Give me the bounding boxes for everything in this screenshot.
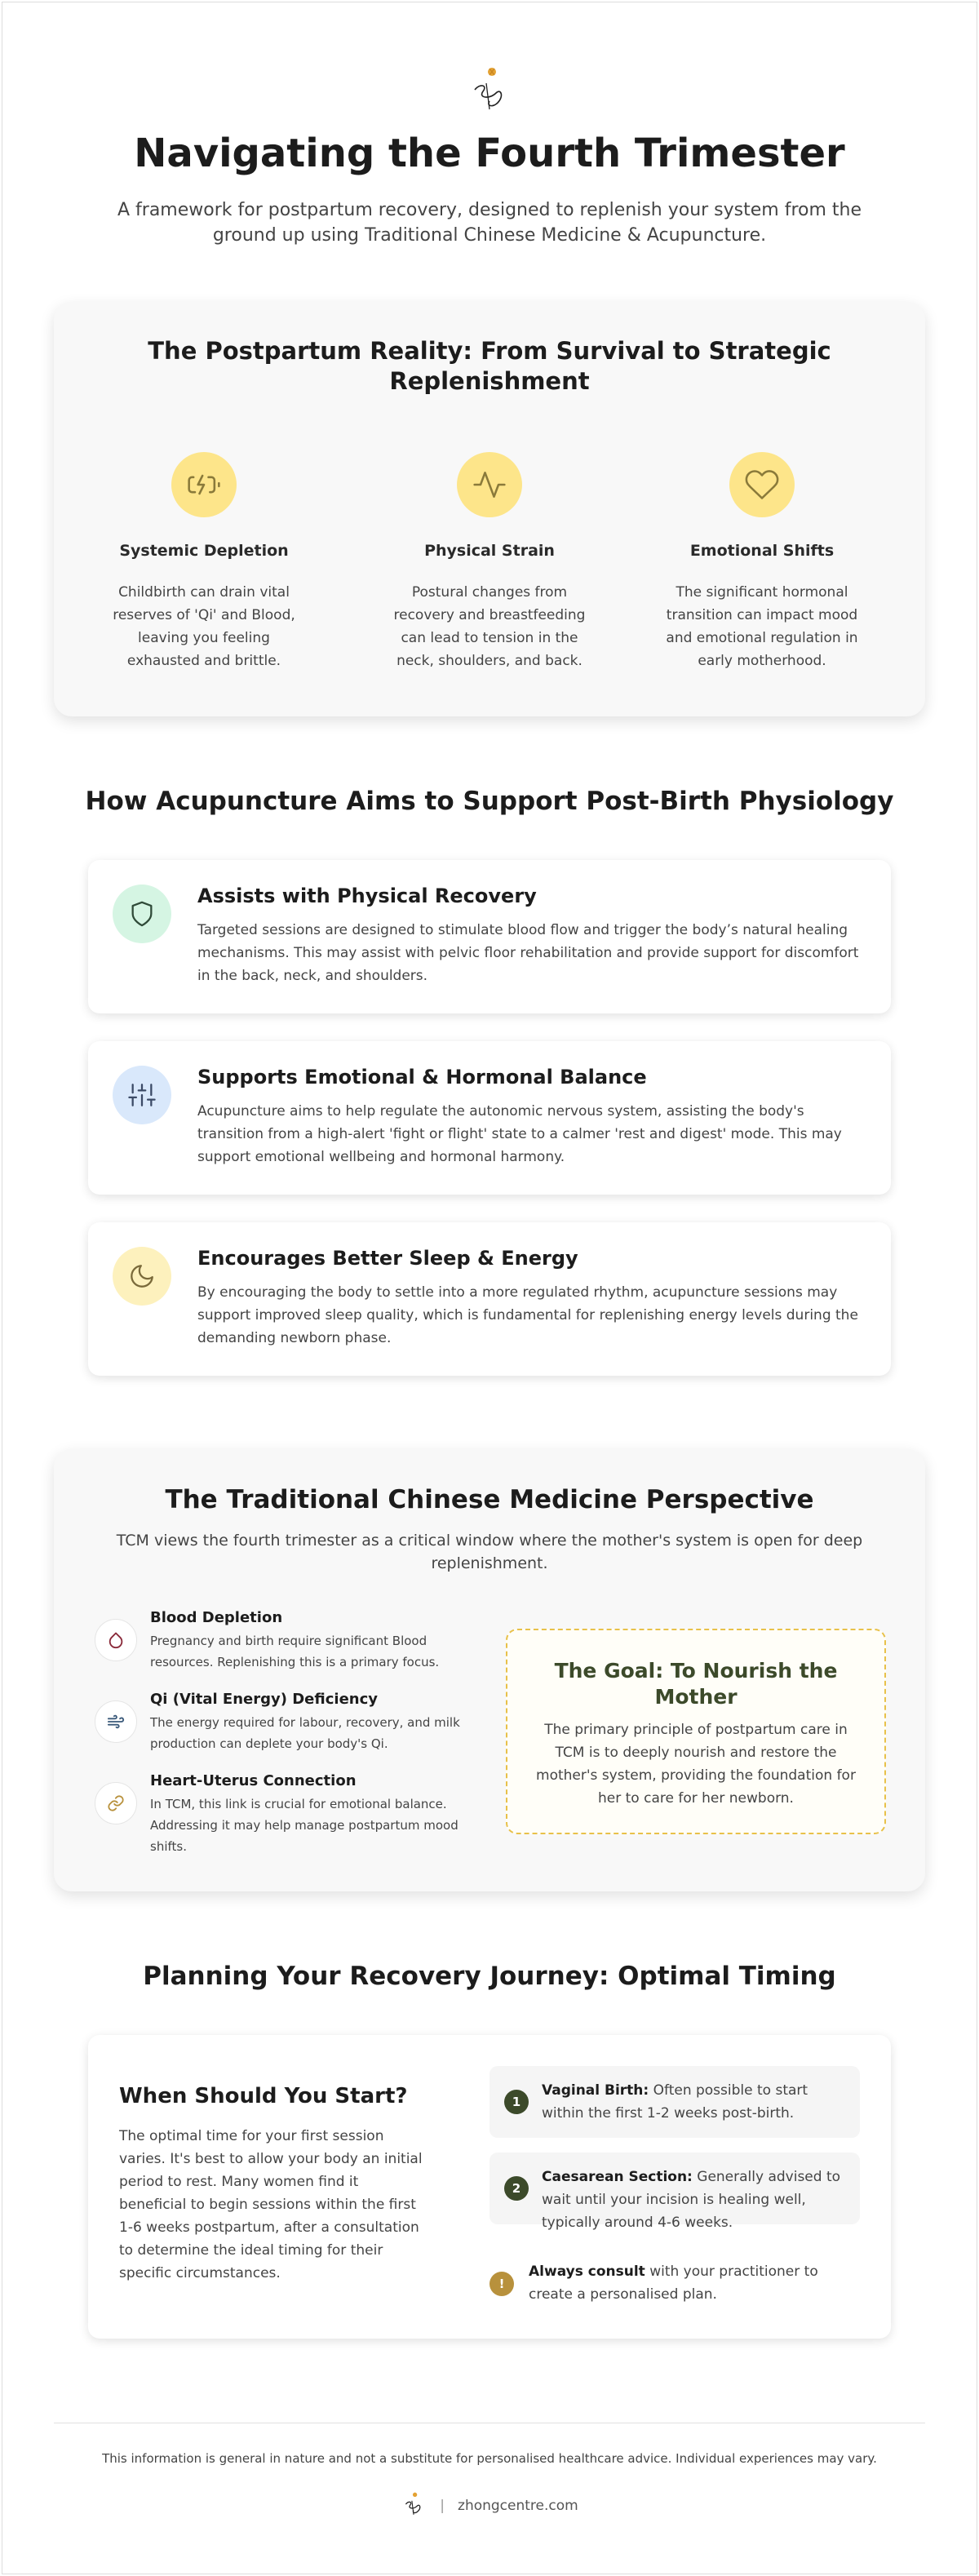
benefit-title: Assists with Physical Recovery <box>197 885 537 907</box>
benefit-physical-recovery <box>88 860 891 1013</box>
postpartum-reality-card <box>54 302 925 716</box>
step-number-badge: 1 <box>504 2090 529 2114</box>
pillar-title: Physical Strain <box>424 542 555 560</box>
note-text <box>529 2260 855 2306</box>
sliders-icon <box>113 1066 171 1124</box>
alert-icon: ! <box>490 2272 514 2296</box>
step-text <box>542 2166 852 2234</box>
pillar-systemic-depletion <box>82 452 326 672</box>
note-label: Always consult <box>529 2263 645 2280</box>
zhong-logo <box>465 64 514 113</box>
reality-title: The Postpartum Reality: From Survival to Strategic Replenishment <box>148 337 831 395</box>
benefit-body: Acupuncture aims to help regulate the autonomic nervous system, assisting the body's transition from a high-alert 'fight or flight' state to a calmer 'rest and digest' mode. This may support emotional wellbeing and hormonal harmony. <box>197 1103 842 1165</box>
pillar-body: Childbirth can drain vital reserves of 'Qi' and Blood, leaving you feeling exhausted and brittle. <box>113 584 295 669</box>
pillar-emotional-shifts <box>640 452 884 672</box>
step-caesarean-section <box>490 2153 860 2231</box>
benefit-sleep-energy <box>88 1222 891 1376</box>
page-title: Navigating the Fourth Trimester <box>134 131 845 176</box>
timing-body: The optimal time for your first session varies. It's best to allow your body an initial period to rest. Many women find it beneficial to begin sessions within the first 1-6 weeks postpartum, after a consultation to determine the ideal timing for their specific circumstances. <box>119 2128 423 2281</box>
battery-charging-icon <box>171 452 237 517</box>
footer-separator: | <box>440 2497 445 2514</box>
tcm-title: The Traditional Chinese Medicine Perspective <box>165 1485 814 1514</box>
pillar-physical-strain <box>367 452 612 672</box>
footer-logo <box>401 2490 427 2521</box>
droplet-icon <box>95 1619 137 1661</box>
timing-title: When Should You Start? <box>119 2084 408 2108</box>
acupuncture-section-title: How Acupuncture Aims to Support Post-Birth Physiology <box>85 787 894 816</box>
step-label: Caesarean Section: <box>542 2169 693 2185</box>
wind-icon <box>95 1700 137 1743</box>
tcm-goal-callout <box>506 1629 886 1834</box>
tcm-item-title: Heart-Uterus Connection <box>150 1772 357 1789</box>
tcm-item-body: In TCM, this link is crucial for emotional balance. Addressing it may help manage postpartum mood shifts. <box>150 1797 458 1854</box>
pillar-body: Postural changes from recovery and breastfeeding can lead to tension in the neck, shoulders, and back. <box>393 584 586 669</box>
note-description: with your practitioner to create a personalised plan. <box>529 2263 818 2303</box>
goal-body: The primary principle of postpartum care in TCM is to deeply nourish and restore the mother's system, providing the foundation for her to care for her newborn. <box>536 1722 856 1807</box>
footer-disclaimer: This information is general in nature and not a substitute for personalised healthcare advice. Individual experiences may vary. <box>102 2451 877 2466</box>
tcm-item-title: Qi (Vital Energy) Deficiency <box>150 1691 378 1708</box>
page-subtitle: A framework for postpartum recovery, designed to replenish your system from the ground up using Traditional Chinese Medicine & Acupuncture. <box>117 200 862 246</box>
benefit-emotional-balance <box>88 1041 891 1195</box>
activity-icon <box>457 452 522 517</box>
shield-icon <box>113 885 171 943</box>
heart-icon <box>729 452 795 517</box>
pillar-body: The significant hormonal transition can impact mood and emotional regulation in early motherhood. <box>666 584 858 669</box>
step-label: Vaginal Birth: <box>542 2082 649 2099</box>
step-text <box>542 2079 852 2125</box>
pillar-title: Emotional Shifts <box>689 542 835 560</box>
tcm-item-title: Blood Depletion <box>150 1609 283 1626</box>
step-description: Generally advised to wait until your incision is healing well, typically around 4-6 weeks. <box>542 2169 841 2231</box>
step-description: Often possible to start within the first 1-2 weeks post-birth. <box>542 2082 808 2122</box>
benefit-body: Targeted sessions are designed to stimulate blood flow and trigger the body’s natural healing mechanisms. This may assist with pelvic floor rehabilitation and provide support for discomfort in the back, neck, and shoulders. <box>197 922 859 984</box>
benefit-title: Encourages Better Sleep & Energy <box>197 1247 578 1270</box>
tcm-subtitle: TCM views the fourth trimester as a critical window where the mother's system is open for deep replenishment. <box>116 1532 863 1572</box>
website-link[interactable]: zhongcentre.com <box>458 2497 578 2514</box>
moon-icon <box>113 1247 171 1306</box>
benefit-title: Supports Emotional & Hormonal Balance <box>197 1066 647 1088</box>
tcm-perspective-card <box>54 1449 925 1891</box>
goal-title: The Goal: To Nourish the Mother <box>554 1659 838 1709</box>
tcm-item-body: Pregnancy and birth require significant Blood resources. Replenishing this is a primary focus. <box>150 1634 440 1669</box>
step-vaginal-birth <box>490 2066 860 2138</box>
link-icon <box>95 1782 137 1824</box>
timing-card <box>88 2035 891 2339</box>
tcm-item-body: The energy required for labour, recovery, and milk production can deplete your body's Qi. <box>150 1715 460 1751</box>
footer-brand-row <box>0 2490 979 2521</box>
benefit-body: By encouraging the body to settle into a more regulated rhythm, acupuncture sessions may support improved sleep quality, which is fundamental for replenishing energy levels during the demanding newborn phase. <box>197 1284 858 1346</box>
pillar-title: Systemic Depletion <box>119 542 289 560</box>
timing-section-title: Planning Your Recovery Journey: Optimal Timing <box>143 1962 836 1991</box>
step-number-badge: 2 <box>504 2176 529 2201</box>
